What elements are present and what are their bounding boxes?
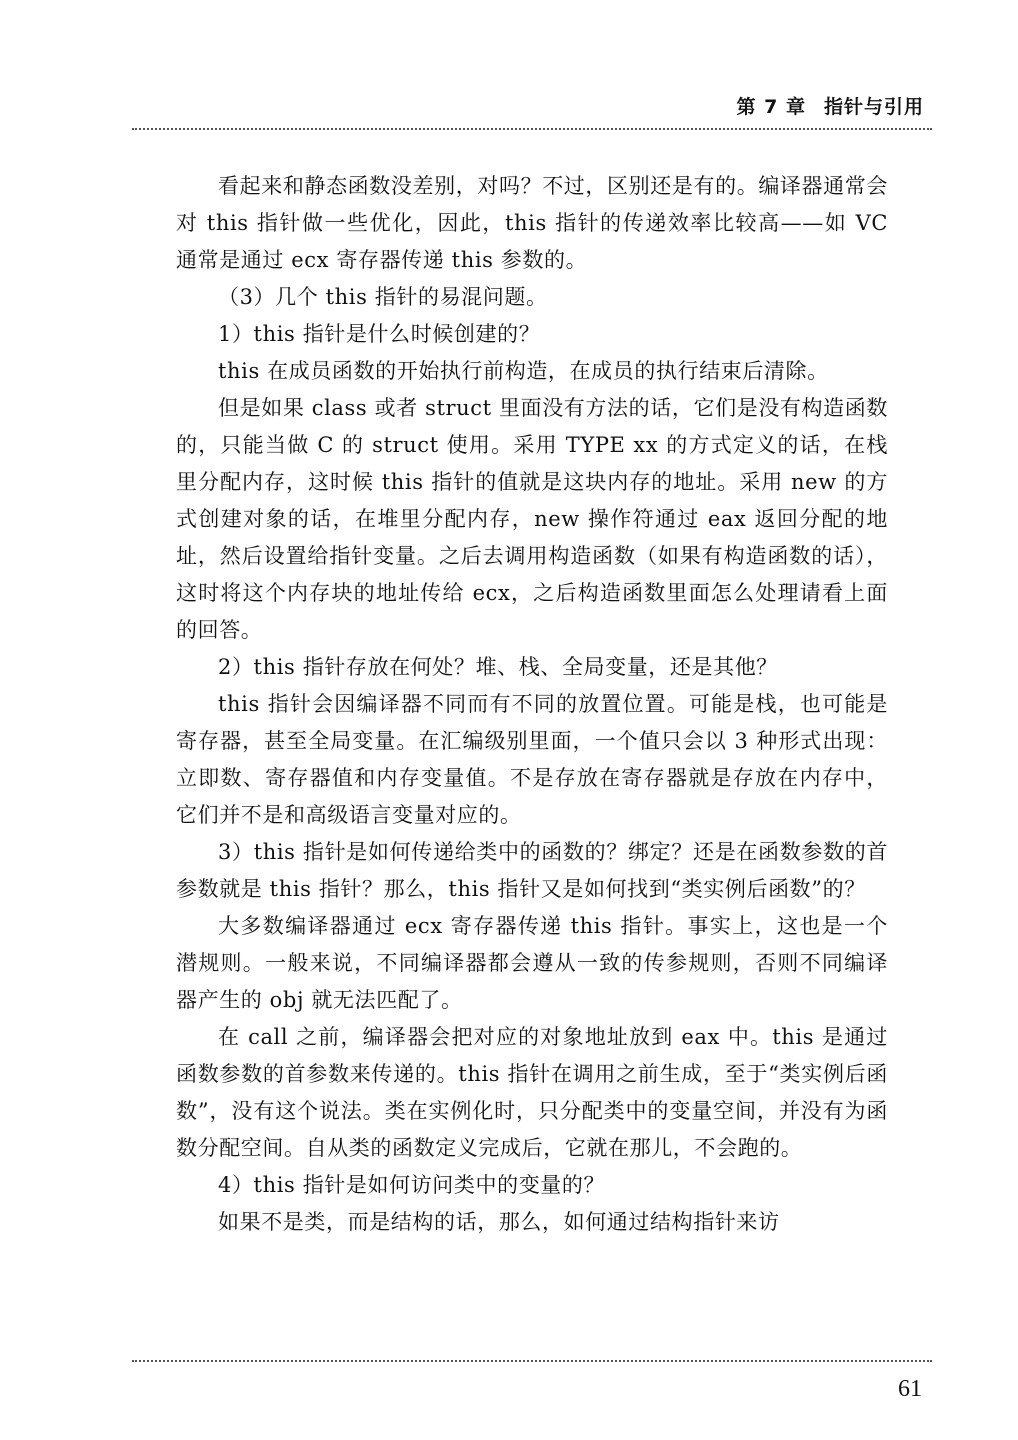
paragraph: 2）this 指针存放在何处？堆、栈、全局变量，还是其他？ xyxy=(218,655,778,679)
paragraph: 如果不是类，而是结构的话，那么，如何通过结构指针来访 xyxy=(218,1210,780,1234)
chapter-number: 第 7 章 xyxy=(736,96,806,118)
paragraph: 3）this 指针是如何传递给类中的函数的？绑定？还是在函数参数的首参数就是 this 指针？那么，this 指针又是如何找到“类实例后函数”的？ xyxy=(176,840,888,901)
paragraph: 4）this 指针是如何访问类中的变量的？ xyxy=(218,1173,606,1197)
main-text xyxy=(176,168,888,1241)
chapter-title: 指针与引用 xyxy=(823,96,924,118)
paragraph: 大多数编译器通过 ecx 寄存器传递 this 指针。事实上，这也是一个潜规则。一般来说，不同编译器都会遵从一致的传参规则，否则不同编译器产生的 obj 就无法匹配了。 xyxy=(176,914,888,1012)
header-divider xyxy=(132,128,932,130)
running-header xyxy=(737,92,924,119)
paragraph: 但是如果 class 或者 struct 里面没有方法的话，它们是没有构造函数的，只能当做 C 的 struct 使用。采用 TYPE xx 的方式定义的话，在栈里分配内存，这时候 this 指针的值就是这块内存的地址。采用 new 的方式创建对象的话，在堆里分配内存，new 操作符通过 eax 返回分配的地址，然后设置给指针变量。之后去调用构造函数（如果有构造函数的话），这时将这个内存块的地址传给 ecx，之后构造函数里面怎么处理请看上面的回答。 xyxy=(176,396,888,642)
paragraph: （3）几个 this 指针的易混问题。 xyxy=(218,285,548,309)
paragraph: 1）this 指针是什么时候创建的？ xyxy=(218,322,541,346)
footer-divider xyxy=(132,1360,932,1362)
page-number: 61 xyxy=(898,1376,922,1402)
paragraph: this 指针会因编译器不同而有不同的放置位置。可能是栈，也可能是寄存器，甚至全局变量。在汇编级别里面，一个值只会以 3 种形式出现：立即数、寄存器值和内存变量值。不是存放在寄存器就是存放在内存中，它们并不是和高级语言变量对应的。 xyxy=(176,692,888,827)
paragraph: this 在成员函数的开始执行前构造，在成员的执行结束后清除。 xyxy=(218,359,829,383)
paragraph: 看起来和静态函数没差别，对吗？不过，区别还是有的。编译器通常会对 this 指针做一些优化，因此，this 指针的传递效率比较高——如 VC 通常是通过 ecx 寄存器传递 this 参数的。 xyxy=(176,174,888,272)
paragraph: 在 call 之前，编译器会把对应的对象地址放到 eax 中。this 是通过函数参数的首参数来传递的。this 指针在调用之前生成，至于“类实例后函数”，没有这个说法。类在实例化时，只分配类中的变量空间，并没有为函数分配空间。自从类的函数定义完成后，它就在那儿，不会跑的。 xyxy=(176,1025,888,1160)
